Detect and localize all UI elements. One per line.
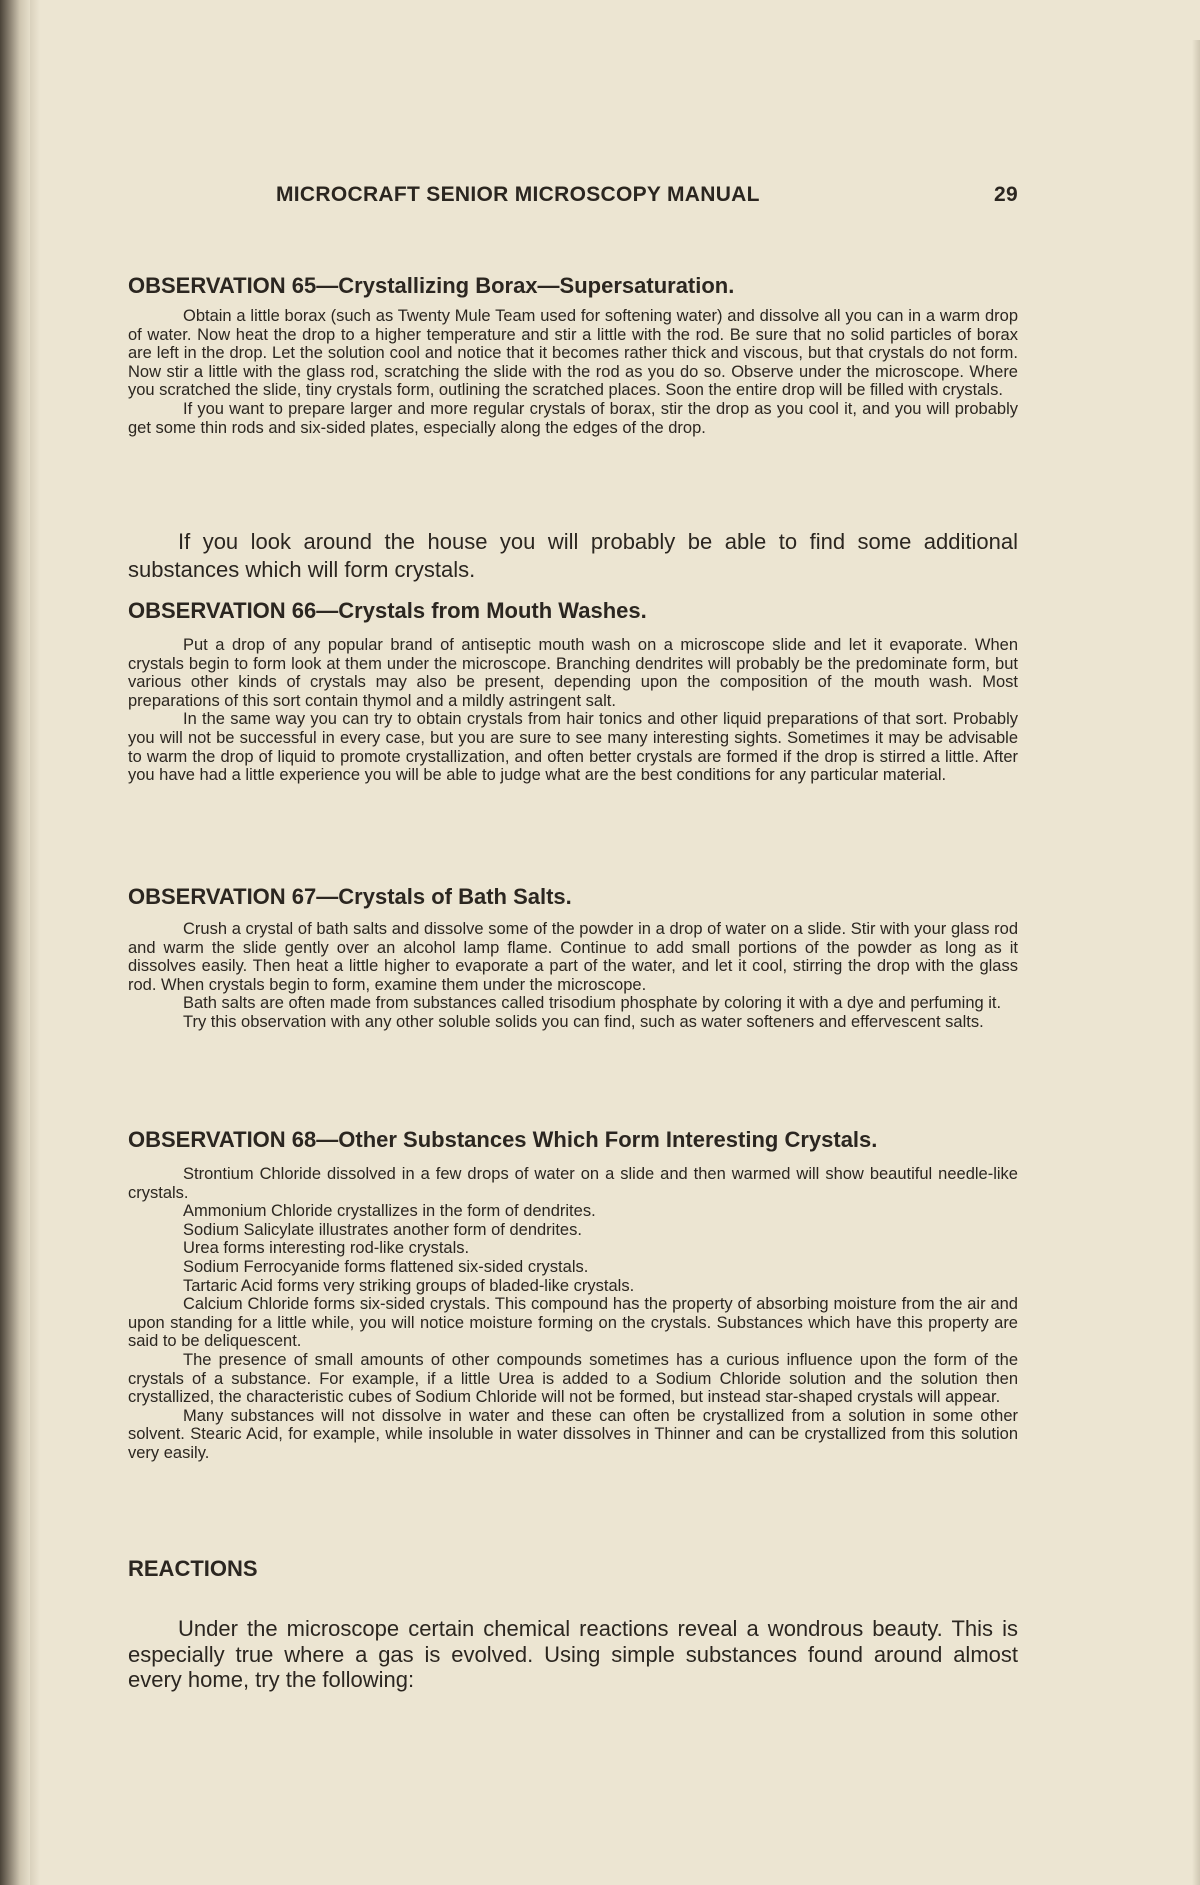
observation-66	[128, 598, 1018, 785]
paragraph: The presence of small amounts of other compounds sometimes has a curious influence upon the form of the crystals of a substance. For example, if a little Urea is added to a Sodium Chloride solution and the solution then crystallized, the characteristic cubes of Sodium Chloride will not be formed, but instead star-shaped crystals will appear.	[128, 1350, 1018, 1407]
section-heading: REACTIONS	[128, 1556, 258, 1581]
paragraph: Sodium Ferrocyanide forms flattened six-sided crystals.	[183, 1257, 589, 1276]
paragraph: Strontium Chloride dissolved in a few drops of water on a slide and then warmed will show beautiful needle-like crystals.	[128, 1165, 1018, 1202]
section-heading: OBSERVATION 66—Crystals from Mouth Washes.	[128, 598, 647, 623]
section-heading: OBSERVATION 68—Other Substances Which Form Interesting Crystals.	[128, 1127, 878, 1152]
book-binding-shadow	[0, 0, 30, 1885]
running-header	[128, 183, 1018, 211]
paragraph: Tartaric Acid forms very striking groups of bladed-like crystals.	[183, 1276, 635, 1295]
section-heading: OBSERVATION 67—Crystals of Bath Salts.	[128, 884, 572, 909]
paragraph: Bath salts are often made from substances called trisodium phosphate by coloring it with a dye and perfuming it.	[183, 994, 1002, 1013]
paragraph: Under the microscope certain chemical reactions reveal a wondrous beauty. This is especially true where a gas is evolved. Using simple substances found around almost every home, try the following:	[128, 1616, 1018, 1692]
paragraph: Crush a crystal of bath salts and dissolve some of the powder in a drop of water on a slide. Stir with your glass rod and warm the slide gently over an alcohol lamp flame. Continue to add small portions of the powder as long as it dissolves easily. Then heat a little higher to evaporate a part of the water, and let it cool, stirring the drop with the glass rod. When crystals begin to form, examine them under the microscope.	[128, 920, 1018, 994]
paragraph: Try this observation with any other soluble solids you can find, such as water softeners and effervescent salts.	[183, 1012, 984, 1031]
observation-67	[128, 884, 1018, 1032]
paragraph: Calcium Chloride forms six-sided crystals. This compound has the property of absorbing moisture from the air and upon standing for a little while, you will notice moisture forming on the crystals. Substances which have this property are said to be deliquescent.	[128, 1295, 1018, 1351]
observation-65	[128, 273, 1018, 437]
paragraph: Urea forms interesting rod-like crystals.	[183, 1239, 470, 1258]
page-number: 29	[994, 183, 1018, 206]
paragraph: Obtain a little borax (such as Twenty Mule Team used for softening water) and dissolve all you can in a warm drop of water. Now heat the drop to a higher temperature and stir a little with the rod. Be sure that no solid particles of borax are left in the drop. Let the solution cool and notice that it becomes rather thick and viscous, but that crystals do not form. Now stir a little with the glass rod, scratching the slide with the rod as you do so. Observe under the microscope. Where you scratched the slide, tiny crystals form, outlining the scratched places. Soon the entire drop will be filled with crystals.	[128, 307, 1018, 400]
page-gutter	[30, 0, 40, 1885]
intro-paragraph	[128, 528, 1018, 584]
paragraph: If you look around the house you will probably be able to find some additional substances which will form crystals.	[128, 529, 1018, 582]
paragraph: Many substances will not dissolve in water and these can often be crystallized from a solution in some other solvent. Stearic Acid, for example, while insoluble in water dissolves in Thinner and can be crystallized from this solution very easily.	[128, 1406, 1018, 1462]
paragraph: Sodium Salicylate illustrates another form of dendrites.	[183, 1220, 582, 1239]
page-edge	[1192, 40, 1200, 1885]
reactions-section	[128, 1556, 1018, 1693]
paragraph: In the same way you can try to obtain crystals from hair tonics and other liquid preparations of that sort. Probably you will not be successful in every case, but you are sure to see many interesting sights. Sometimes it may be advisable to warm the drop of liquid to promote crystallization, and often better crystals are formed if the drop is stirred a little. After you have had a little experience you will be able to judge what are the best conditions for any particular material.	[128, 710, 1018, 785]
section-heading: OBSERVATION 65—Crystallizing Borax—Supersaturation.	[128, 273, 735, 298]
paragraph: Put a drop of any popular brand of antiseptic mouth wash on a microscope slide and let it evaporate. When crystals begin to form look at them under the microscope. Branching dendrites will probably be the predominate form, but various other kinds of crystals may also be present, depending upon the composition of the mouth wash. Most preparations of this sort contain thymol and a mildly astringent salt.	[128, 636, 1018, 710]
running-title: MICROCRAFT SENIOR MICROSCOPY MANUAL	[276, 183, 760, 206]
observation-68	[128, 1127, 1018, 1463]
paragraph: If you want to prepare larger and more regular crystals of borax, stir the drop as you cool it, and you will probably get some thin rods and six-sided plates, especially along the edges of the drop.	[128, 399, 1018, 437]
paragraph: Ammonium Chloride crystallizes in the form of dendrites.	[183, 1202, 596, 1221]
